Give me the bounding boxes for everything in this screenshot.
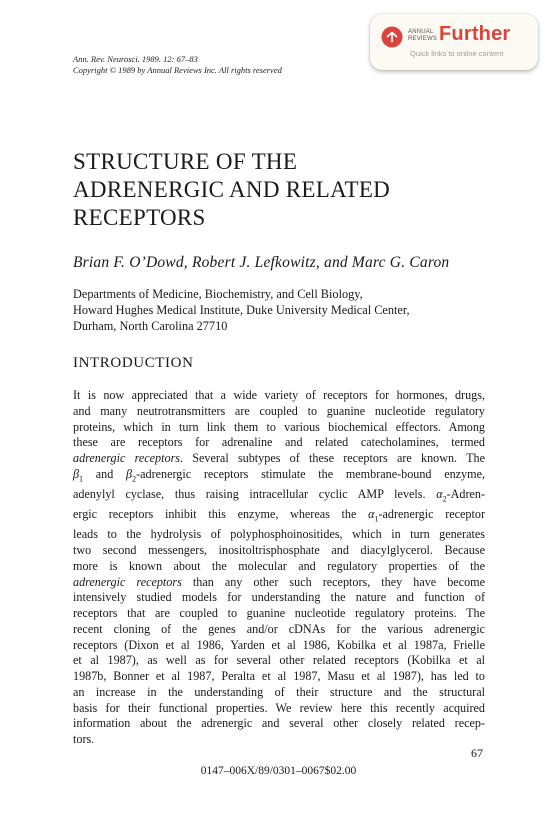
reviews-text: REVIEWS <box>408 35 438 42</box>
further-links-button[interactable] <box>370 14 538 70</box>
affiliation-line: Departments of Medicine, Biochemistry, and Cell Biology, <box>73 287 363 301</box>
body-line: intensively studied models for understanding the nature and function of <box>73 590 485 605</box>
body-line: It is now appreciated that a wide variety of receptors for hormones, drugs, <box>73 388 485 402</box>
annual-reviews-logo-icon <box>381 26 403 48</box>
body-line: receptors (Dixon et al 1986, Yarden et al 1986, Kobilka et al 1987a, Frielle <box>73 637 485 652</box>
body-line: receptors that are coupled to guanine nucleotide regulatory proteins. The <box>73 606 485 621</box>
page-number: 67 <box>471 746 483 760</box>
body-line: ergic receptors inhibit this enzyme, whereas the $\alpha_1$-adrenergic receptor <box>73 507 485 524</box>
article-code: 0147–006X/89/0301–0067$02.00 <box>200 765 357 777</box>
journal-citation <box>73 54 282 76</box>
introduction-paragraph <box>73 388 485 748</box>
section-heading-introduction: INTRODUCTION <box>73 355 194 371</box>
body-line: information about the adrenergic and several other closely related recep- <box>73 716 485 731</box>
body-line: two second messengers, inositoltrisphosphate and diacylglycerol. Because <box>73 543 485 558</box>
annual-text: ANNUAL <box>408 29 434 35</box>
body-line: adenylyl cyclase, thus raising intracellular cyclic AMP levels. $\alpha_2-Adren-$ <box>73 486 485 504</box>
affiliation-line: Howard Hughes Medical Institute, Duke University Medical Center, <box>73 303 410 317</box>
affiliation <box>73 286 410 334</box>
title-line: STRUCTURE OF THE <box>73 149 298 174</box>
article-title <box>73 148 493 232</box>
body-line: and many neutrotransmitters are coupled to guanine nucleotide regulatory <box>73 403 485 418</box>
body-line: an increase in the understanding of their structure and the structural <box>73 684 485 699</box>
body-line: proteins, which in turn link them to various biochemical effectors. Among <box>73 419 485 434</box>
body-line: basis for their functional properties. We review here this recently acquired <box>73 700 485 715</box>
annual-reviews-wordmark <box>408 29 437 42</box>
further-subtitle: Quick links to online content <box>410 49 504 58</box>
copyright-line: Copyright © 1989 by Annual Reviews Inc. All rights reserved <box>73 65 282 75</box>
body-line: 1987b, Bonner et al 1987, Peralta et al 1987, Masu et al 1987), has led to <box>73 669 485 684</box>
body-line: et al 1987), as well as for several other related receptors (Kobilka et al <box>73 653 485 668</box>
author-list: Brian F. O’Dowd, Robert J. Lefkowitz, and Marc G. Caron <box>73 254 450 271</box>
body-line: adrenergic receptors than any other such receptors, they have become <box>73 574 485 589</box>
further-wordmark: Further <box>439 23 511 45</box>
body-line: recent cloning of the genes and/or cDNAs for the various adrenergic <box>73 621 485 636</box>
body-line: these are receptors for adrenaline and related catecholamines, termed <box>73 435 485 450</box>
title-line: ADRENERGIC AND RELATED <box>73 177 391 202</box>
body-line: adrenergic receptors. Several subtypes of these receptors are known. The <box>73 451 485 465</box>
body-line: $\beta_1$ and $\beta_2$-adrenergic receptors stimulate the membrane-bound enzyme, <box>73 466 485 484</box>
body-line: more is known about the molecular and regulatory properties of the <box>73 558 485 573</box>
body-line: tors. <box>73 732 95 747</box>
journal-line: Ann. Rev. Neurosci. 1989. 12: 67–83 <box>73 54 198 64</box>
affiliation-line: Durham, North Carolina 27710 <box>73 319 228 333</box>
title-line: RECEPTORS <box>73 205 206 230</box>
body-line: leads to the hydrolysis of polyphosphoinositides, which in turn generates <box>73 527 485 542</box>
